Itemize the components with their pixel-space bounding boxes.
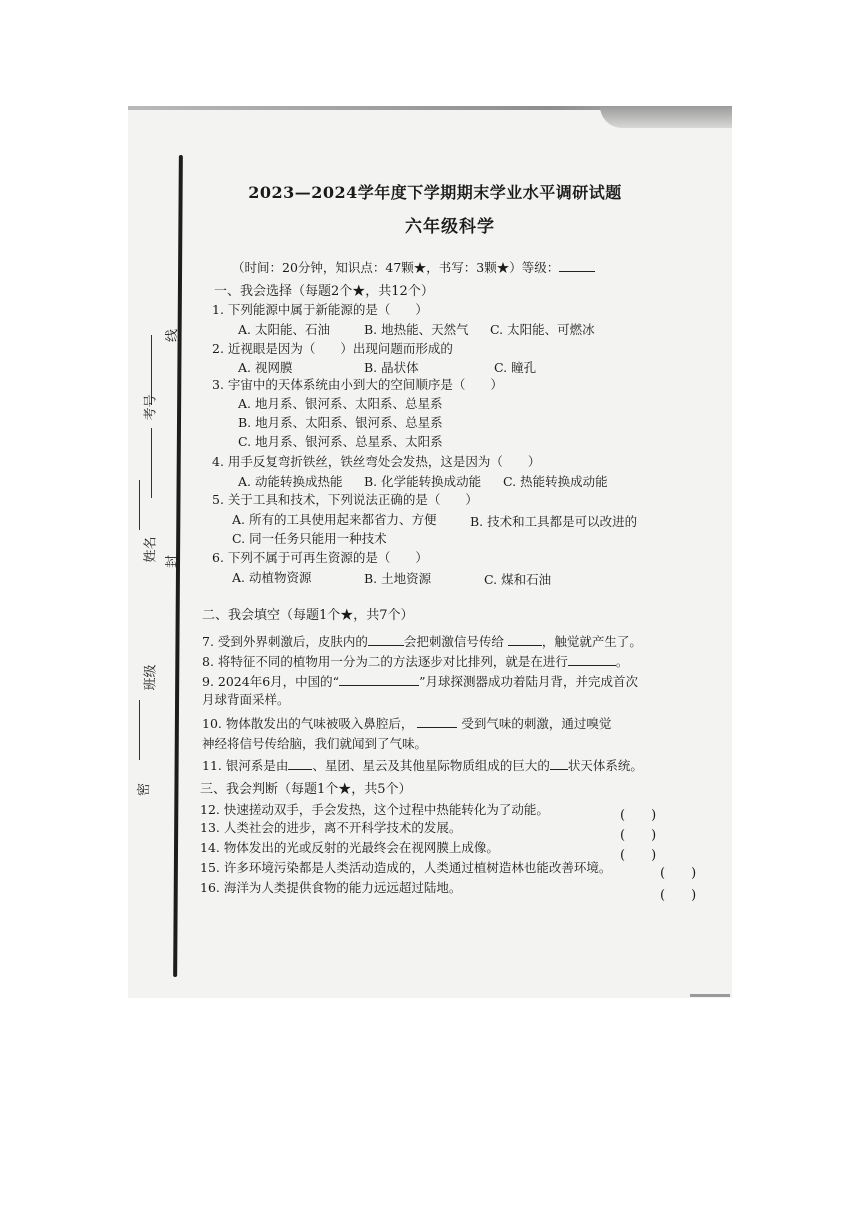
margin-label-kaohao: 考号 [143,394,159,421]
question-11-blank-2[interactable] [550,757,568,770]
question-9-text-b: ”月球探测器成功着陆月背，并完成首次 [419,674,638,689]
section1-heading: 一、我会选择（每题2个★，共12个） [214,284,434,299]
question-10 [202,714,611,732]
exam-info [232,258,595,276]
question-7-text-b: 会把刺激信号传给 [403,634,504,649]
question-10-blank[interactable] [417,715,457,728]
question-6-option-c[interactable]: C. 煤和石油 [484,572,552,587]
question-8 [202,652,628,670]
question-9-cont: 月球背面采样。 [202,692,290,707]
question-3-option-b[interactable]: B. 地月系、太阳系、银河系、总星系 [238,415,443,430]
exam-subtitle: 六年级科学 [405,217,495,237]
question-4-option-a[interactable]: A. 动能转换成热能 [238,474,343,489]
margin-blank-xingming [139,480,140,530]
question-1-option-c[interactable]: C. 太阳能、可燃冰 [490,322,595,337]
margin-label-xingming: 姓名 [143,536,159,563]
question-2-stem: 2. 近视眼是因为（ ）出现问题而形成的 [212,341,453,356]
question-8-blank[interactable] [568,653,616,666]
question-13: 13. 人类社会的进步，离不开科学技术的发展。 [200,820,462,835]
exam-title: 2023—2024学年度下学期期末学业水平调研试题 [248,183,622,202]
question-3-option-c[interactable]: C. 地月系、银河系、总星系、太阳系 [238,434,443,449]
question-2-option-a[interactable]: A. 视网膜 [238,360,293,375]
paper-curled-corner [600,106,732,128]
question-3-stem: 3. 宇宙中的天体系统由小到大的空间顺序是（ ） [212,377,503,392]
question-10-text-b: 受到气味的刺激，通过嗅觉 [461,716,612,731]
question-5-option-a[interactable]: A. 所有的工具使用起来都省力、方便 [232,512,437,527]
question-11-text-a: 11. 银河系是由 [202,758,289,773]
question-1-option-b[interactable]: B. 地热能、天然气 [364,322,469,337]
question-6-option-a[interactable]: A. 动植物资源 [232,570,312,585]
question-16: 16. 海洋为人类提供食物的能力远远超过陆地。 [200,880,462,895]
grade-blank[interactable] [559,259,595,272]
question-14: 14. 物体发出的光或反射的光最终会在视网膜上成像。 [200,840,499,855]
margin-label-banji: 班级 [143,664,159,691]
question-5-option-c[interactable]: C. 同一任务只能用一种技术 [232,531,387,546]
question-8-text-a: 8. 将特征不同的植物用一分为二的方法逐步对比排列，就是在进行 [202,654,568,669]
question-10-cont: 神经将信号传给脑，我们就闻到了气味。 [202,736,428,751]
question-13-answer-box[interactable]: ( ) [620,828,657,843]
question-2-option-b[interactable]: B. 晶状体 [364,360,419,375]
question-6-option-b[interactable]: B. 土地资源 [364,571,432,586]
margin-blank-kaohao-2 [151,428,152,498]
question-7 [202,632,642,650]
question-9-text-a: 9. 2024年6月，中国的“ [202,674,340,689]
question-9 [202,672,638,690]
question-12-answer-box[interactable]: ( ) [620,808,657,823]
margin-label-mi: 密 [137,782,153,797]
paper-bottom-edge [690,994,730,997]
question-7-blank-1[interactable] [368,633,404,646]
question-8-text-b: 。 [615,654,629,669]
question-11-text-c: 状天体系统。 [567,758,643,773]
question-7-text-c: ，触觉就产生了。 [541,634,642,649]
question-4-option-b[interactable]: B. 化学能转换成动能 [364,474,482,489]
question-15: 15. 许多环境污染都是人类活动造成的，人类通过植树造林也能改善环境。 [200,860,612,875]
question-5-option-b[interactable]: B. 技术和工具都是可以改进的 [470,514,638,529]
margin-label-xian: 线 [165,328,181,343]
question-10-text-a: 10. 物体散发出的气味被吸入鼻腔后， [202,716,414,731]
question-4-option-c[interactable]: C. 热能转换成动能 [503,474,608,489]
margin-blank-banji [139,700,140,760]
question-5-stem: 5. 关于工具和技术，下列说法正确的是（ ） [212,492,478,507]
question-12: 12. 快速搓动双手，手会发热，这个过程中热能转化为了动能。 [200,802,549,817]
margin-label-feng: 封 [165,554,181,569]
question-11 [202,756,643,774]
question-7-blank-2[interactable] [508,633,542,646]
section2-heading: 二、我会填空（每题1个★，共7个） [202,608,414,623]
question-15-answer-box[interactable]: ( ) [660,866,697,881]
question-11-text-b: 、星团、星云及其他星际物质组成的巨大的 [312,758,550,773]
exam-info-text: （时间：20分钟，知识点：47颗★，书写：3颗★）等级： [232,260,560,275]
section3-heading: 三、我会判断（每题1个★，共5个） [200,782,412,797]
question-6-stem: 6. 下列不属于可再生资源的是（ ） [212,550,428,565]
question-2-option-c[interactable]: C. 瞳孔 [494,360,537,375]
question-11-blank-1[interactable] [288,757,312,770]
question-14-answer-box[interactable]: ( ) [620,848,657,863]
question-4-stem: 4. 用手反复弯折铁丝，铁丝弯处会发热，这是因为（ ） [212,454,541,469]
question-9-blank[interactable] [339,673,419,686]
question-1-stem: 1. 下列能源中属于新能源的是（ ） [212,302,428,317]
question-3-option-a[interactable]: A. 地月系、银河系、太阳系、总星系 [238,396,443,411]
question-1-option-a[interactable]: A. 太阳能、石油 [238,322,330,337]
question-7-text-a: 7. 受到外界刺激后，皮肤内的 [202,634,368,649]
question-16-answer-box[interactable]: ( ) [660,888,697,903]
